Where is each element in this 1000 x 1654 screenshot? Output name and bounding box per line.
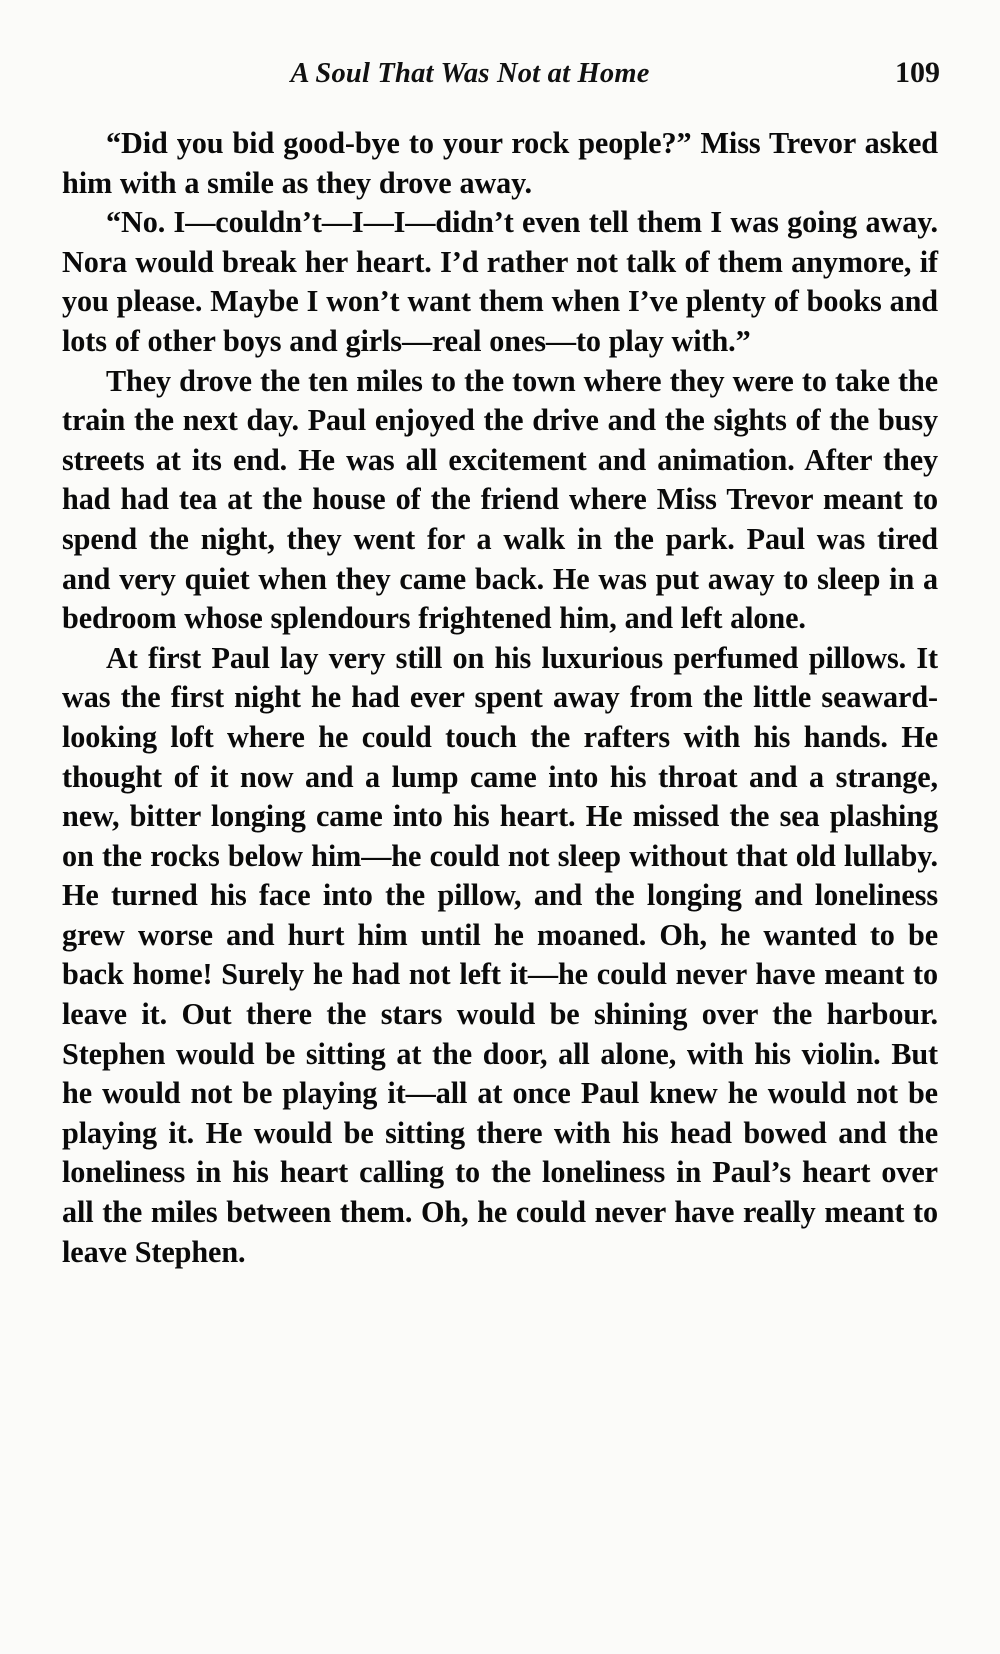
page-number: 109 [895, 56, 940, 89]
paragraph: At first Paul lay very still on his luxurious perfumed pillows. It was the first night he had ever spent away from the little seaward-looking loft where he could touch the rafters with his hands. He thought of it now and a lump came into his throat and a strange, new, bitter longing came into his heart. He missed the sea plashing on the rocks below him—he could not sleep without that old lullaby. He turned his face into the pillow, and the longing and loneliness grew worse and hurt him until he moaned. Oh, he wanted to be back home! Surely he had not left it—he could never have meant to leave it. Out there the stars would be shining over the harbour. Stephen would be sitting at the door, all alone, with his violin. But he would not be playing it—all at once Paul knew he would not be playing it. He would be sitting there with his head bowed and the loneliness in his heart calling to the loneliness in Paul’s heart over all the miles between them. Oh, he could never have really meant to leave Stephen. [62, 640, 938, 1269]
paragraph: “Did you bid good-bye to your rock people?” Miss Trevor asked him with a smile as they drove away. [62, 126, 938, 200]
running-title: A Soul That Was Not at Home [290, 58, 650, 89]
paragraph: They drove the ten miles to the town where they were to take the train the next day. Paul enjoyed the drive and the sights of the busy streets at its end. He was all excitement and animation. After they had had tea at the house of the friend where Miss Trevor meant to spend the night, they went for a walk in the park. Paul was tired and very quiet when they came back. He was put away to sleep in a bedroom whose splendours frightened him, and left alone. [62, 363, 938, 636]
page-body [62, 124, 938, 1272]
page-header [60, 58, 940, 98]
paragraph: “No. I—couldn’t—I—I—didn’t even tell them I was going away. Nora would break her heart. I’d rather not talk of them anymore, if you please. Maybe I won’t want them when I’ve plenty of books and lots of other boys and girls—real ones—to play with.” [62, 205, 938, 358]
